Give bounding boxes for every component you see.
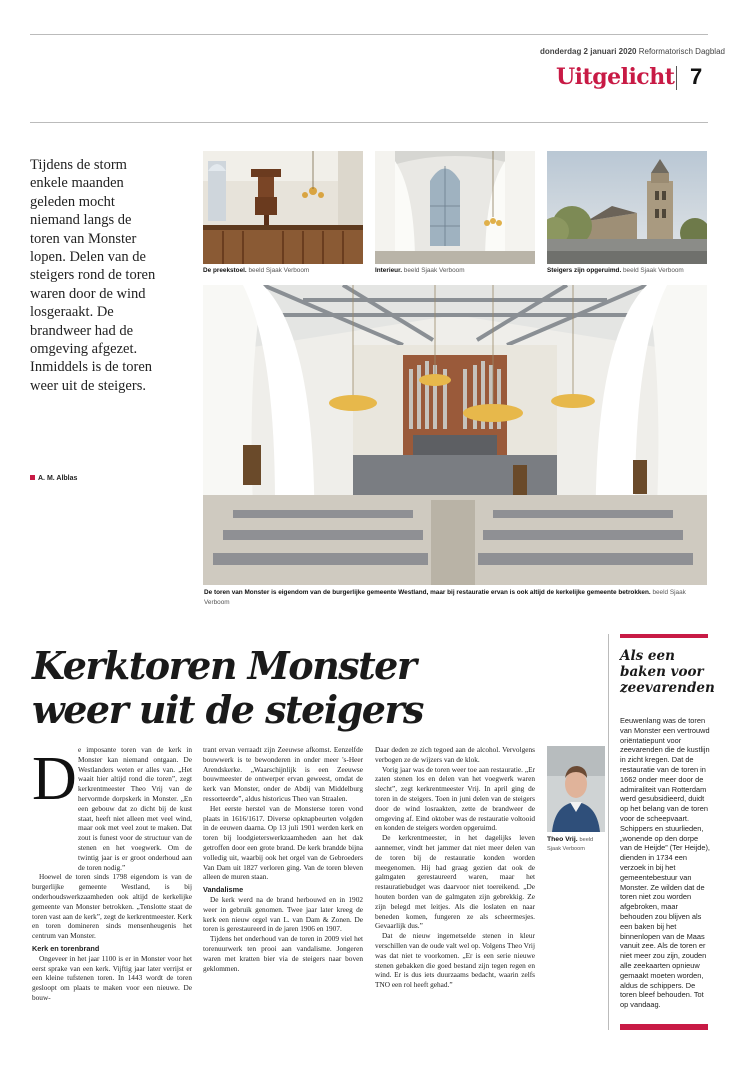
paragraph: Het eerste herstel van de Monsterse toren vond plaats in 1616/1617. Diverse opknapbeurten volgden in de eeuwen daarna. Op 13 juli 1901 werden kerk en toren bij loodgieterswerkzaamheden aan het dak getroffen door een grote brand. De kerk brandde bijna volledig uit, waarbij ook het orgel van de Gebroeders Van Dam uit 1827 verloren ging. Van de toren bleven alleen de muren staan. [203, 803, 363, 882]
subheading: Vandalisme [203, 885, 244, 895]
paragraph: Dat de nieuw ingemetselde stenen in kleur verschillen van de oude valt wel op. Volgens Theo Vrij was dat niet te voorkomen. „Er is een serie nieuwe stenen gebakken die goed bestand zijn tegen regen en wind. Er is dus iets duurzaams bedacht, waarin zelfs TNO een rol heeft gehad.” [375, 931, 535, 990]
sidebar-title: Als een baken voor zeevarenden [620, 648, 715, 696]
article-column-2 [203, 745, 363, 973]
photo-interior [375, 151, 535, 264]
photo-pulpit-caption: De preekstoel. beeld Sjaak Verboom [203, 267, 310, 274]
article-headline: Kerktoren Monster weer uit de steigers [32, 643, 423, 732]
portrait-theo-vrij [547, 746, 605, 832]
photo-interior-caption: Interieur. beeld Sjaak Verboom [375, 267, 465, 274]
intro-text: Tijdens de storm enkele maanden geleden mocht niemand langs de toren van Monster lopen. Delen van de steigers rond de toren waren door de wind losgeraakt. De brandweer had de omgeving afgezet. Inmiddels is de toren weer uit de steigers. [30, 157, 156, 394]
article-column-1 [32, 745, 192, 1003]
photo-tower [547, 151, 707, 264]
main-photo-caption: De toren van Monster is eigendom van de burgerlijke gemeente Westland, maar bij restauratie ervan is ook altijd de kerkelijke gemeente betrokken. beeld Sjaak Verboom [204, 589, 686, 606]
drop-cap: D [32, 745, 77, 813]
intro-author: A. M. Alblas [30, 474, 77, 483]
article-column-3 [375, 745, 535, 990]
paragraph: Ongeveer in het jaar 1100 is er in Monster voor het eerst sprake van een kerk. Vijftig jaar later verrijst er een kleine tufstenen toren. In 1443 wordt de toren gesloopt om plaats te maken voor een nieuwe. De bouw- [32, 953, 192, 1002]
header-divider [676, 66, 677, 90]
section-title: Uitgelicht [556, 64, 675, 90]
paragraph: Daar deden ze zich tegoed aan de alcohol. Vervolgens verbogen ze de wijzers van de klok. [375, 745, 535, 764]
bullet-square [30, 475, 35, 480]
photo-tower-caption: Steigers zijn opgeruimd. beeld Sjaak Verboom [547, 267, 684, 274]
photo-main-interior [203, 285, 707, 585]
sidebar-divider [608, 634, 609, 1030]
paragraph: Vorig jaar was de toren weer toe aan restauratie. „Er zaten stenen los en delen van het voegwerk waren slecht”, zegt kerkrentmeester Vrij. In april ging de toren in de steigers. Toen in juni delen van de steigers door de wind losraakten, zette de brandweer de omgeving af. Eind oktober was de restauratie voltooid en konden de steigers worden opgeruimd. [375, 764, 535, 833]
portrait-caption: Theo Vrij. beeld Sjaak Verboom [547, 836, 594, 852]
paragraph: Tijdens het onderhoud van de toren in 2009 viel het torenuurwerk ten prooi aan vandalisme. Jongeren waren met kratten bier via de steigers naar boven geklommen. [203, 934, 363, 973]
paragraph: Hoewel de toren sinds 1798 eigendom is van de burgerlijke gemeente Westland, is bij onderhoudswerkzaamheden ook altijd de kerkelijke gemeente van Monster betrokken. „Tenslotte staat de toren vast aan de kerk”, zegt de kerkrentmeester. Kerk en toren domineren sinds mensenheugenis het centrum van Monster. [32, 872, 192, 941]
page-number: 7 [690, 64, 703, 89]
paragraph: trant ervan verraadt zijn Zeeuwse afkomst. Eenzelfde bouwwerk is te bewonderen in onder meer 's-Heer Arendskerke. „Waarschijnlijk is een Zeeuwse bouwmeester de ontwerper ervan geweest, omdat de kerk van Monster, onder de Abdij van Middelburg ressorteerde”, aldus historicus Theo van Straalen. [203, 745, 363, 803]
paragraph: De kerk werd na de brand herbouwd en in 1902 weer in gebruik genomen. Twee jaar later kreeg de kerk een nieuw orgel van L. van Dam & Zonen. De toren is gerestaureerd in de jaren 1906 en 1907. [203, 894, 363, 934]
paragraph: De kerkrentmeester, in het dagelijks leven aannemer, vindt het jammer dat niet meer delen van de toren bij de restauratie konden worden meegenomen. Hij had graag gezien dat ook de galmgaten gerestaureerd waren, maar het restauratiebudget was daarvoor niet toereikend. „De houten borden van de galmgaten zijn gebrekkig. Ze zijn belegd met leitjes. Als die loslaten en naar beneden komen, fungeren ze als scheermesjes. Gevaarlijk dus.” [375, 833, 535, 931]
header-date: donderdag 2 januari 2020 Reformatorisch Dagblad [540, 47, 725, 56]
sidebar-top-bar [620, 634, 708, 638]
paragraph: e imposante toren van de kerk in Monster kan niemand ontgaan. De Westlanders weten er alles van. „Het waait hier altijd rond die toren”, zegt kerkrentmeester Theo Vrij van de hervormde dorpskerk in Monster. „En een gebouw dat zo dicht bij de kust staat, heeft niet alleen met veel wind, maar ook met veel zout te maken. Dat zout is funest voor de structuur van de stenen en het voegwerk. Om de twintig jaar is er groot onderhoud aan de toren nodig.” [78, 745, 192, 872]
sidebar-bottom-bar [620, 1024, 708, 1030]
sidebar-text: Eeuwenlang was de toren van Monster een vertrouwd oriëntatiepunt voor zeevarenden die de kustlijn in zicht kregen. Dat de restauratie van de toren in 1662 onder meer door de admiraliteit van Rotterdam werd gesubsidieerd, duidt op het belang van de toren voor de scheepvaart. Schippers en stuurlieden, „wonende op den dorpe van de Heijde” (Ter Heijde), dienden in 1734 een verzoek in bij het gemeentebestuur van Monster. Ze wilden dat de toren niet zou worden afgebroken, maar behouden zou blijven als een baken bij het binnenlopen van de Maas vanuit zee. Als de toren er niet meer zou zijn, zouden alle zeekaarten opnieuw gemaakt moeten worden, aldus de schippers. De toren bleef behouden. Tot op vandaag. [620, 716, 710, 1010]
subheading: Kerk en torenbrand [32, 943, 100, 953]
photo-pulpit [203, 151, 363, 264]
